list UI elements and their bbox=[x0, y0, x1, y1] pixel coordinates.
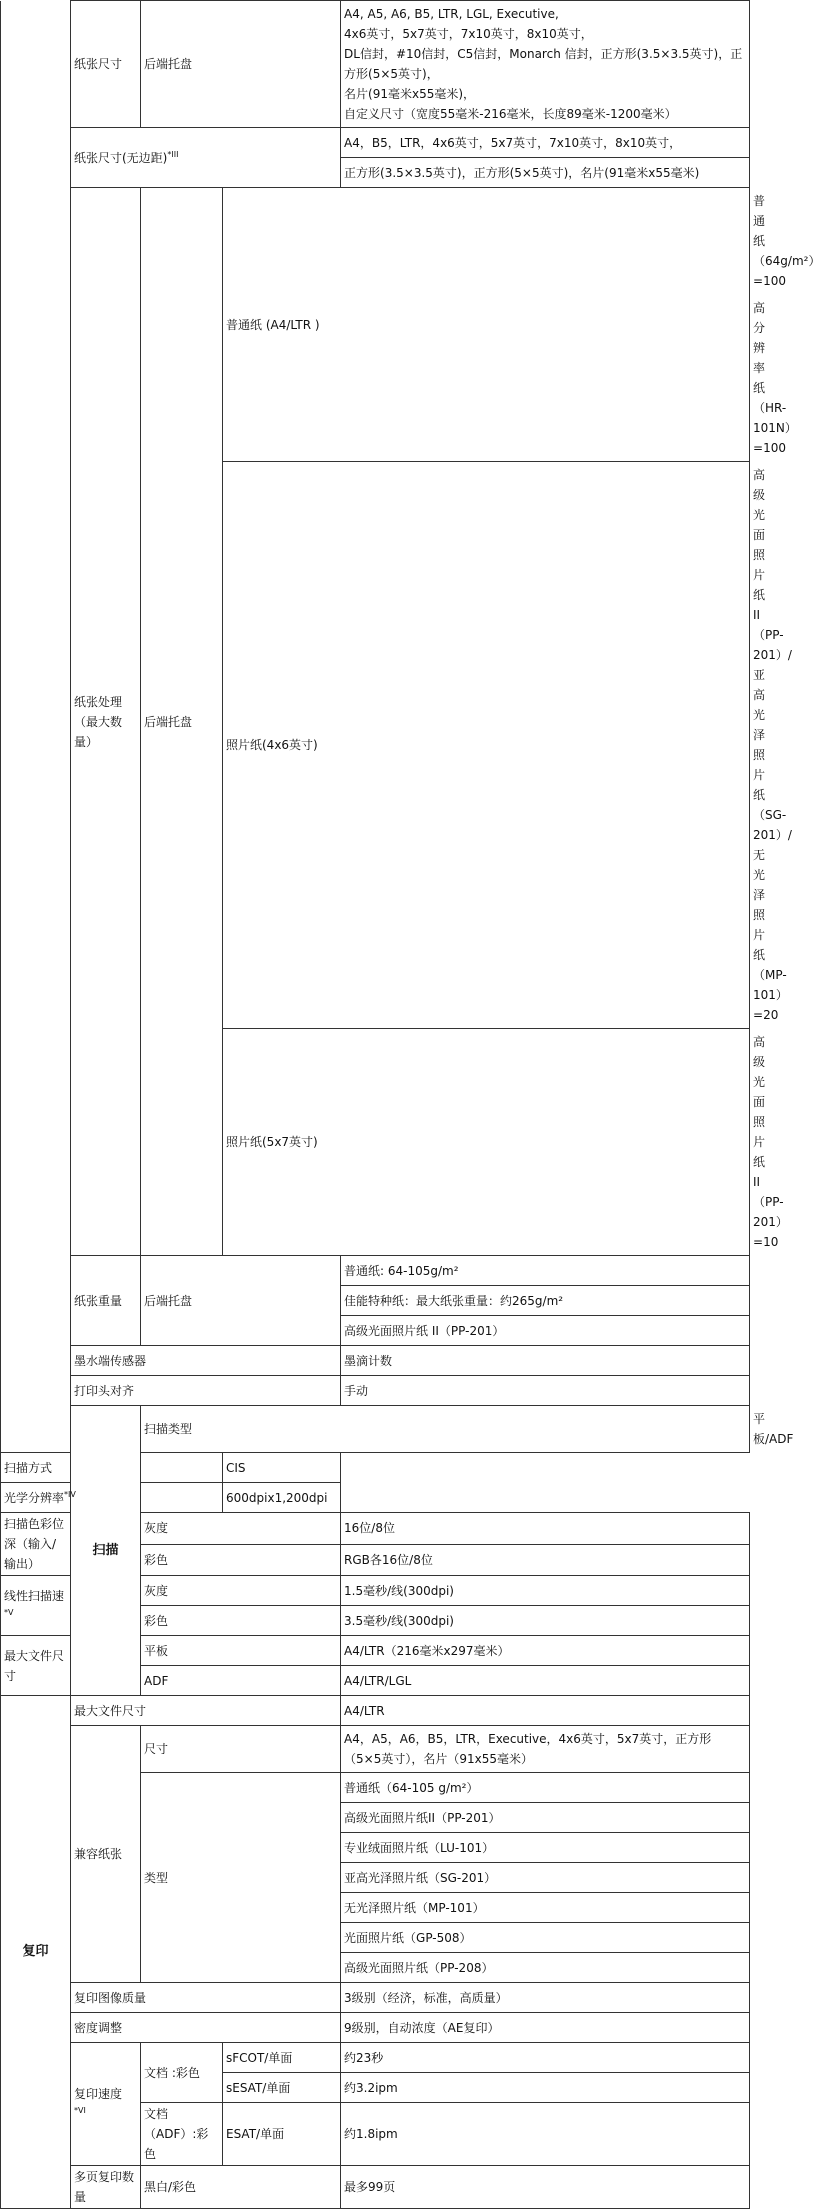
scan-depth-gray-value: 16位/8位 bbox=[341, 1513, 750, 1545]
scan-depth-color: 彩色 bbox=[141, 1544, 341, 1576]
copy-size-value: A4，A5，A6，B5，LTR，Executive，4x6英寸，5x7英寸，正方形（5×5英寸），名片（91x55毫米） bbox=[341, 1726, 750, 1773]
handling-type: 普通纸 (A4/LTR ) bbox=[223, 188, 750, 462]
weight-tray: 后端托盘 bbox=[141, 1256, 341, 1346]
paper-size-tray: 后端托盘 bbox=[141, 1, 341, 128]
scan-type-label: 扫描类型 bbox=[141, 1406, 750, 1453]
scan-speed-color-value: 3.5毫秒/线(300dpi) bbox=[341, 1606, 750, 1636]
borderless-label: 纸张尺寸(无边距) bbox=[74, 150, 168, 165]
copy-speed-label: 复印速度 bbox=[74, 2087, 123, 2101]
copy-media-label: 兼容纸张 bbox=[71, 1726, 141, 1983]
paper-size-line: A4, A5, A6, B5, LTR, LGL, Executive, bbox=[344, 7, 559, 21]
scan-flatbed-value: A4/LTR（216毫米x297毫米） bbox=[341, 1636, 750, 1666]
scan-adf-value: A4/LTR/LGL bbox=[341, 1666, 750, 1696]
scan-method-value: CIS bbox=[223, 1453, 341, 1483]
scan-speed-gray: 灰度 bbox=[141, 1576, 341, 1606]
spec-table: 纸张尺寸 后端托盘 A4, A5, A6, B5, LTR, LGL, Executive, 4x6英寸，5x7英寸，7x10英寸，8x10英寸， DL信封，#10信封，C5信封，Monarch 信封，正方形(3.5×3.5英寸)，正方形(5×5英寸)， 名片(91毫米x55毫米)， 自定义尺寸（宽度55毫米-216毫米，长度89毫米-1200毫米） 纸张尺寸(无边距)$^{*III}$ A4，B5，LTR，4x6英寸，5x7英寸，7x10英寸，8x10英寸， 正方形(3.5×3.5英寸)，正方形(5×5英寸)，名片(91毫米x55毫米) 纸张处理（最大数量） 后端托盘 普通纸 (A4/LTR ) 普通纸（64g/m²）=100 高分辨率纸（HR-101N）=100 照片纸(4x6英寸) 高级光面照片纸II（PP-201）/亚高光泽照片纸（SG-201）/无光泽照片纸（MP-101）=20 照片纸(5x7英寸) 高级光面照片纸II（PP-201）=10 纸张重量 后端托盘 普通纸: 64-105g/m² 佳能特种纸：最大纸张重量：约265g/m² 高级光面照片纸 II（PP-201） 墨水端传感器 墨滴计数 打印头对齐 手动 扫描 扫描类型 平板/ADF 扫描方式 CIS 光学分辨率$^{*IV}$ 600dpix1,200dpi 扫描色彩位深（输入/输出） 灰度 16位/8位 彩色 RGB各16位/8位 线性扫描速 $^{*V}$ 灰度 1.5毫秒/线(300dpi) 彩色 3.5毫秒/线(300dpi) 最大文件尺寸 平板 A4/LTR（216毫米x297毫米） ADF A4/LTR/LGL 复印 最大文件尺寸 A4/LTR 兼容纸张 尺寸 A4，A5，A6，B5，LTR，Executive，4x6英寸，5x7英寸，正方形（5×5英寸），名片（91x55毫米） 类型 普通纸（64-105 g/m²） 高级光面照片纸II（PP-201） 专业绒面照片纸（LU-101） 亚高光泽照片纸（SG-201） 无光泽照片纸（MP-101） 光面照片纸（GP-508） 高级光面照片纸（PP-208） 复印图像质量 3级别（经济，标准，高质量） 密度调整 9级别，自动浓度（AE复印） 复印速度 $^{*VI}$ 文档 :彩色 sFCOT/单面 约23秒 sESAT/单面 约3.2ipm 文档（ADF）:彩色 ESAT/单面 约1.8ipm 多页复印数量 黑白/彩色 最多99页 bbox=[0, 0, 750, 2209]
copy-type-label: 类型 bbox=[141, 1773, 341, 1983]
paper-size-line: 自定义尺寸（宽度55毫米-216毫米，长度89毫米-1200毫米） bbox=[344, 107, 677, 121]
copy-speed-note: *VI bbox=[74, 2106, 86, 2115]
scan-adf: ADF bbox=[141, 1666, 341, 1696]
copy-maxdoc-label: 最大文件尺寸 bbox=[71, 1696, 341, 1726]
weight-label: 纸张重量 bbox=[71, 1256, 141, 1346]
handling-label: 纸张处理（最大数量） bbox=[71, 188, 141, 1256]
paper-size-line: 4x6英寸，5x7英寸，7x10英寸，8x10英寸， bbox=[344, 27, 593, 41]
scan-speed-cell bbox=[1, 1576, 71, 1636]
copy-type-item: 亚高光泽照片纸（SG-201） bbox=[341, 1863, 750, 1893]
copy-type-item: 普通纸（64-105 g/m²） bbox=[341, 1773, 750, 1803]
copy-speed-cell bbox=[71, 2043, 141, 2166]
copy-multi-label: 多页复印数量 bbox=[71, 2166, 141, 2209]
scan-resolution-label: 光学分辨率 bbox=[4, 1490, 65, 1505]
copy-size-label: 尺寸 bbox=[141, 1726, 341, 1773]
handling-tray: 后端托盘 bbox=[141, 188, 223, 1256]
head-align-value: 手动 bbox=[341, 1376, 750, 1406]
borderless-label-cell bbox=[71, 128, 341, 188]
scan-resolution-value: 600dpix1,200dpi bbox=[223, 1483, 341, 1513]
scan-depth-color-value: RGB各16位/8位 bbox=[341, 1544, 750, 1576]
scan-method-label: 扫描方式 bbox=[1, 1453, 223, 1483]
copy-type-item: 专业绒面照片纸（LU-101） bbox=[341, 1833, 750, 1863]
paper-size-line: DL信封，#10信封，C5信封，Monarch 信封，正方形(3.5×3.5英寸)，正方形(5×5英寸)， bbox=[344, 47, 743, 81]
paper-size-label: 纸张尺寸 bbox=[71, 1, 141, 128]
copy-adf-color: 文档（ADF）:彩色 bbox=[141, 2103, 223, 2166]
copy-type-item: 光面照片纸（GP-508） bbox=[341, 1923, 750, 1953]
paper-category-cell bbox=[1, 1, 71, 1453]
copy-multi-value: 最多99页 bbox=[341, 2166, 750, 2209]
copy-maxdoc-value: A4/LTR bbox=[341, 1696, 750, 1726]
borderless-value: A4，B5，LTR，4x6英寸，5x7英寸，7x10英寸，8x10英寸， bbox=[341, 128, 750, 158]
scan-depth-label: 扫描色彩位深（输入/输出） bbox=[1, 1513, 71, 1576]
head-align-label: 打印头对齐 bbox=[71, 1376, 341, 1406]
scan-depth-gray: 灰度 bbox=[141, 1513, 341, 1545]
weight-value: 高级光面照片纸 II（PP-201） bbox=[341, 1316, 750, 1346]
copy-doc-color: 文档 :彩色 bbox=[141, 2043, 223, 2103]
handling-type: 照片纸(5x7英寸) bbox=[223, 1029, 750, 1256]
scan-speed-gray-value: 1.5毫秒/线(300dpi) bbox=[341, 1576, 750, 1606]
scan-resolution-note: *IV bbox=[64, 1489, 76, 1499]
weight-value: 佳能特种纸：最大纸张重量：约265g/m² bbox=[341, 1286, 750, 1316]
copy-sfcot-label: sFCOT/单面 bbox=[223, 2043, 341, 2073]
copy-esat-label: ESAT/单面 bbox=[223, 2103, 341, 2166]
borderless-value: 正方形(3.5×3.5英寸)，正方形(5×5英寸)，名片(91毫米x55毫米) bbox=[341, 158, 750, 188]
scan-speed-label: 线性扫描速 bbox=[4, 1588, 65, 1603]
ink-sensor-label: 墨水端传感器 bbox=[71, 1346, 341, 1376]
copy-density-value: 9级别，自动浓度（AE复印） bbox=[341, 2013, 750, 2043]
copy-esat-value: 约1.8ipm bbox=[341, 2103, 750, 2166]
copy-type-item: 高级光面照片纸（PP-208） bbox=[341, 1953, 750, 1983]
copy-quality-label: 复印图像质量 bbox=[71, 1983, 341, 2013]
copy-type-item: 高级光面照片纸II（PP-201） bbox=[341, 1803, 750, 1833]
copy-sfcot-value: 约23秒 bbox=[341, 2043, 750, 2073]
copy-multi-mode: 黑白/彩色 bbox=[141, 2166, 341, 2209]
paper-size-values bbox=[341, 1, 750, 128]
copy-type-item: 无光泽照片纸（MP-101） bbox=[341, 1893, 750, 1923]
copy-quality-value: 3级别（经济，标准，高质量） bbox=[341, 1983, 750, 2013]
scan-maxdoc-label: 最大文件尺寸 bbox=[1, 1636, 71, 1696]
scan-speed-color: 彩色 bbox=[141, 1606, 341, 1636]
handling-type: 照片纸(4x6英寸) bbox=[223, 462, 750, 1029]
scan-category: 扫描 bbox=[71, 1406, 141, 1696]
paper-size-line: 名片(91毫米x55毫米)， bbox=[344, 87, 476, 101]
scan-speed-note: *V bbox=[4, 1607, 14, 1617]
copy-category: 复印 bbox=[1, 1696, 71, 2209]
copy-density-label: 密度调整 bbox=[71, 2013, 341, 2043]
copy-sesat-value: 约3.2ipm bbox=[341, 2073, 750, 2103]
borderless-note: *III bbox=[167, 149, 179, 159]
weight-value: 普通纸: 64-105g/m² bbox=[341, 1256, 750, 1286]
ink-sensor-value: 墨滴计数 bbox=[341, 1346, 750, 1376]
scan-resolution-cell bbox=[1, 1483, 223, 1513]
scan-flatbed: 平板 bbox=[141, 1636, 341, 1666]
copy-sesat-label: sESAT/单面 bbox=[223, 2073, 341, 2103]
